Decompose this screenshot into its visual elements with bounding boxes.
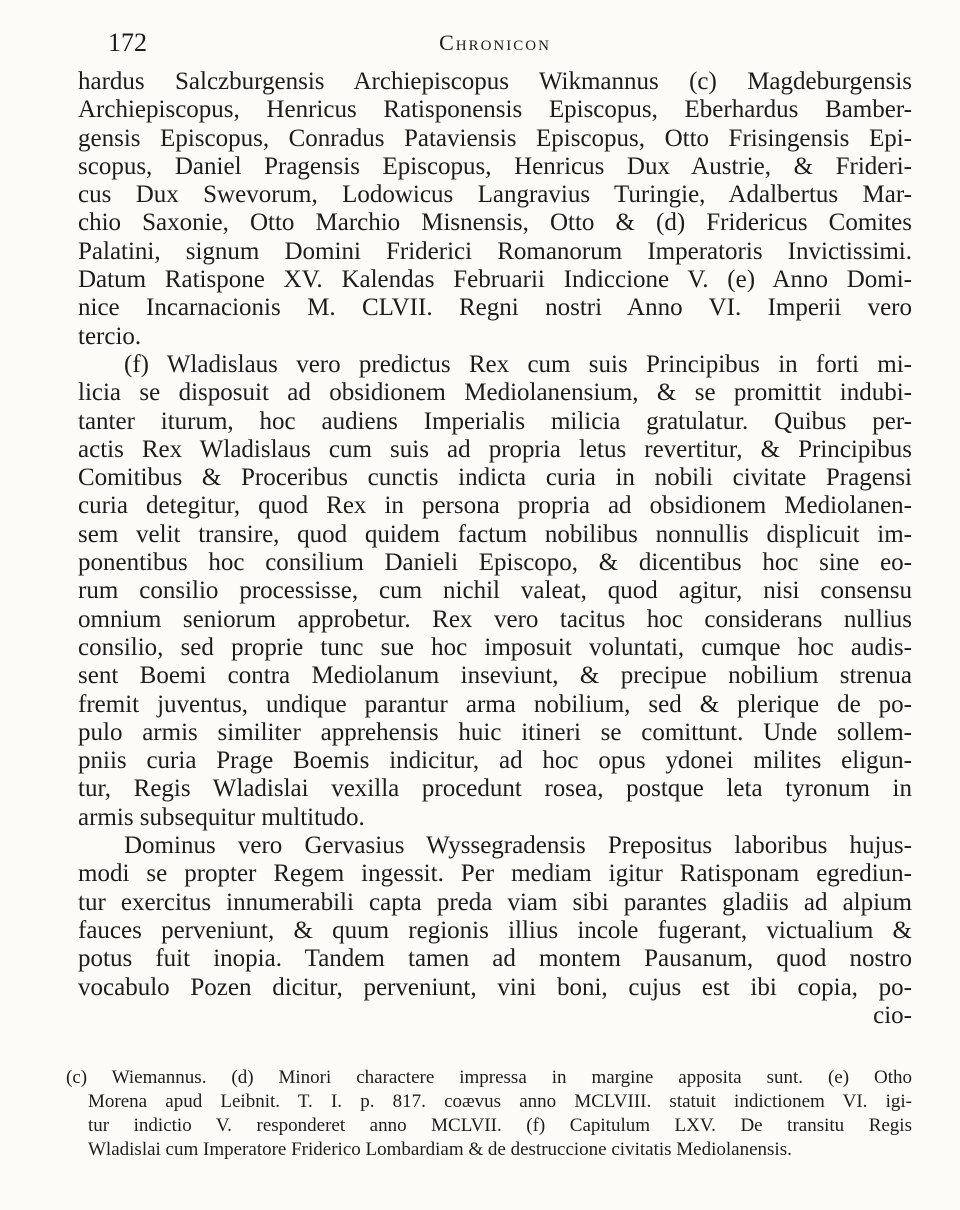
text-line: tur, Regis Wladislai vexilla procedunt rosea, postque leta tyronum in xyxy=(78,775,912,803)
text-line: Archiepiscopus, Henricus Ratisponensis Episcopus, Eberhardus Bamber- xyxy=(78,96,912,124)
page-number: 172 xyxy=(108,28,147,57)
text-line: vocabulo Pozen dicitur, perveniunt, vini boni, cujus est ibi copia, po- xyxy=(78,973,912,1001)
text-line: cus Dux Swevorum, Lodowicus Langravius Turingie, Adalbertus Mar- xyxy=(78,181,912,209)
running-title: Chronicon xyxy=(439,30,551,55)
text-line: chio Saxonie, Otto Marchio Misnensis, Otto & (d) Fridericus Comites xyxy=(78,209,912,237)
text-line: Palatini, signum Domini Friderici Romanorum Imperatoris Invictissimi. xyxy=(78,237,912,265)
text-line: omnium seniorum approbetur. Rex vero tacitus hoc considerans nullius xyxy=(78,605,912,633)
text-line: nice Incarnacionis M. CLVII. Regni nostri Anno VI. Imperii vero xyxy=(78,294,912,322)
text-line: armis subsequitur multitudo. xyxy=(78,803,365,831)
footnote-line: (c) Wiemannus. (d) Minori charactere impressa in margine apposita sunt. (e) Otho xyxy=(66,1067,912,1088)
text-line: potus fuit inopia. Tandem tamen ad montem Pausanum, quod nostro xyxy=(78,945,912,973)
footnote-line: Wladislai cum Imperatore Friderico Lombardiam & de destruccione civitatis Mediolanensis. xyxy=(88,1139,792,1160)
text-line: sent Boemi contra Mediolanum inseviunt, & precipue nobilium strenua xyxy=(78,662,912,690)
text-line: licia se disposuit ad obsidionem Mediolanensium, & se promittit indubi- xyxy=(78,379,912,407)
text-line: rum consilio processisse, cum nichil valeat, quod agitur, nisi consensu xyxy=(78,577,912,605)
text-line: modi se propter Regem ingessit. Per mediam igitur Ratisponam egrediun- xyxy=(78,860,912,888)
running-header xyxy=(78,28,912,62)
text-line: fauces perveniunt, & quum regionis illius incole fugerant, victualium & xyxy=(78,916,912,944)
text-line: scopus, Daniel Pragensis Episcopus, Henricus Dux Austrie, & Frideri- xyxy=(78,152,912,180)
text-line: actis Rex Wladislaus cum suis ad propria letus revertitur, & Principibus xyxy=(78,435,912,463)
footnotes xyxy=(66,1066,912,1162)
text-line: Comitibus & Proceribus cunctis indicta curia in nobili civitate Pragensi xyxy=(78,464,912,492)
main-text xyxy=(78,68,912,1030)
text-line: curia detegitur, quod Rex in persona propria ad obsidionem Mediolanen- xyxy=(78,492,912,520)
paragraph-start-line: Dominus vero Gervasius Wyssegradensis Prepositus laboribus hujus- xyxy=(124,832,912,860)
text-line: pulo armis similiter apprehensis huic itineri se comittunt. Unde sollem- xyxy=(78,718,912,746)
text-line: hardus Salczburgensis Archiepiscopus Wikmannus (c) Magdeburgensis xyxy=(78,68,912,95)
text-line: tur exercitus innumerabili capta preda viam sibi parantes gladiis ad alpium xyxy=(78,888,912,916)
text-line: tanter iturum, hoc audiens Imperialis milicia gratulatur. Quibus per- xyxy=(78,407,912,435)
text-line: pniis curia Prage Boemis indicitur, ad hoc opus ydonei milites eligun- xyxy=(78,747,912,775)
paragraph-start-line: (f) Wladislaus vero predictus Rex cum suis Principibus in forti mi- xyxy=(124,350,912,378)
text-line: gensis Episcopus, Conradus Pataviensis Episcopus, Otto Frisingensis Epi- xyxy=(78,124,912,152)
footnote-line: Morena apud Leibnit. T. I. p. 817. coævus anno MCLVIII. statuit indictionem VI. igi- xyxy=(88,1091,912,1112)
text-line: ponentibus hoc consilium Danieli Episcopo, & dicentibus hoc sine eo- xyxy=(78,549,912,577)
catchword: cio- xyxy=(873,1001,912,1029)
text-line: consilio, sed proprie tunc sue hoc imposuit voluntati, cumque hoc audis- xyxy=(78,633,912,661)
text-line: sem velit transire, quod quidem factum nobilibus nonnullis displicuit im- xyxy=(78,520,912,548)
text-line: fremit juventus, undique parantur arma nobilium, sed & plerique de po- xyxy=(78,690,912,718)
footnote-line: tur indictio V. responderet anno MCLVII. (f) Capitulum LXV. De transitu Regis xyxy=(88,1115,912,1136)
text-line: Datum Ratispone XV. Kalendas Februarii Indiccione V. (e) Anno Domi- xyxy=(78,266,912,294)
text-line: tercio. xyxy=(78,322,142,350)
